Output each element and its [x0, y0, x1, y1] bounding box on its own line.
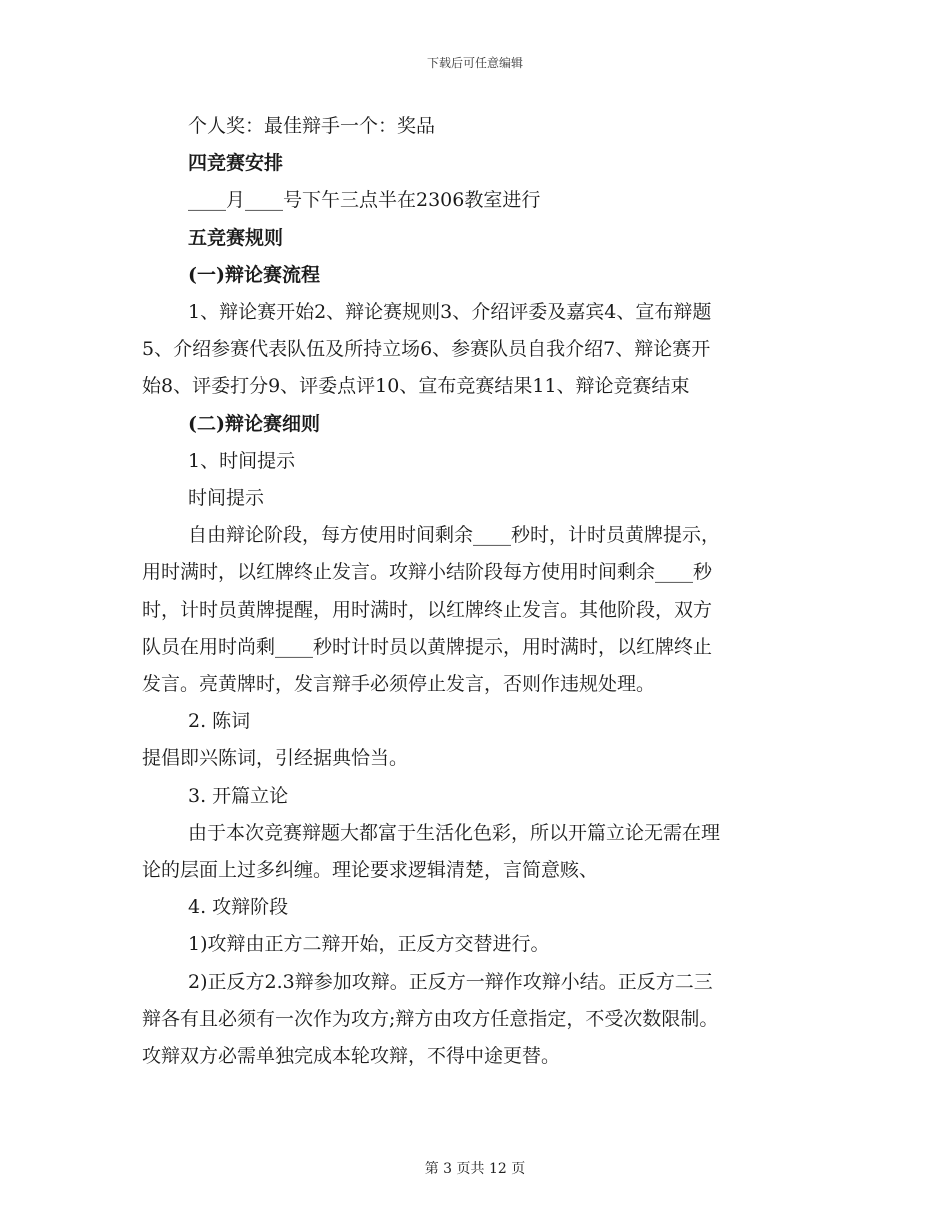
page-content	[142, 108, 802, 1075]
section-4-title: 四竞赛安排	[188, 152, 284, 175]
item-4-point-2-line-2: 辩各有且必须有一次作为攻方;辩方由攻方任意指定，不受次数限制。	[142, 1007, 719, 1030]
page-header: 下载后可任意编辑	[426, 56, 523, 70]
item-4-point-1: 1)攻辩由正方二辩开始，正反方交替进行。	[188, 933, 550, 956]
item-4-point-2-line-3: 攻辩双方必需单独完成本轮攻辩，不得中途更替。	[142, 1045, 561, 1068]
time-line-4: 队员在用时尚剩____秒时计时员以黄牌提示，用时满时，以红牌终止	[142, 635, 713, 658]
item-4-title: 4. 攻辩阶段	[188, 896, 289, 919]
item-3-line-2: 论的层面上过多纠缠。理论要求逻辑清楚，言简意赅、	[142, 859, 599, 882]
item-3-title: 3. 开篇立论	[188, 784, 289, 807]
flow-line-3: 始8、评委打分9、评委点评10、宣布竞赛结果11、辩论竞赛结束	[142, 375, 690, 398]
item-1-subtitle: 时间提示	[188, 487, 265, 510]
time-line-1: 自由辩论阶段，每方使用时间剩余____秒时，计时员黄牌提示，	[188, 524, 721, 547]
subsection-1-title: (一)辩论赛流程	[188, 263, 320, 286]
award-text: 个人奖：最佳辩手一个：奖品	[188, 115, 436, 137]
section-4-text: ____月____号下午三点半在2306教室进行	[188, 189, 541, 212]
item-2-text: 提倡即兴陈词，引经据典恰当。	[142, 747, 409, 770]
flow-line-2: 5、介绍参赛代表队伍及所持立场6、参赛队员自我介绍7、辩论赛开	[142, 338, 711, 361]
item-3-line-1: 由于本次竞赛辩题大都富于生活化色彩，所以开篇立论无需在理	[188, 821, 721, 844]
item-4-point-2-line-1: 2)正反方2.3辩参加攻辩。正反方一辩作攻辩小结。正反方二三	[188, 970, 713, 993]
time-line-2: 用时满时，以红牌终止发言。攻辩小结阶段每方使用时间剩余____秒	[142, 561, 713, 584]
section-5-title: 五竞赛规则	[188, 226, 284, 249]
page-footer: 第 3 页共 12 页	[424, 1161, 526, 1177]
subsection-2-title: (二)辩论赛细则	[188, 412, 320, 435]
time-line-3: 时，计时员黄牌提醒，用时满时，以红牌终止发言。其他阶段，双方	[142, 598, 713, 621]
time-line-5: 发言。亮黄牌时，发言辩手必须停止发言，否则作违规处理。	[142, 673, 656, 696]
flow-line-1: 1、辩论赛开始2、辩论赛规则3、介绍评委及嘉宾4、宣布辩题	[188, 301, 712, 324]
item-1-title: 1、时间提示	[188, 449, 296, 472]
item-2-title: 2. 陈词	[188, 710, 251, 733]
